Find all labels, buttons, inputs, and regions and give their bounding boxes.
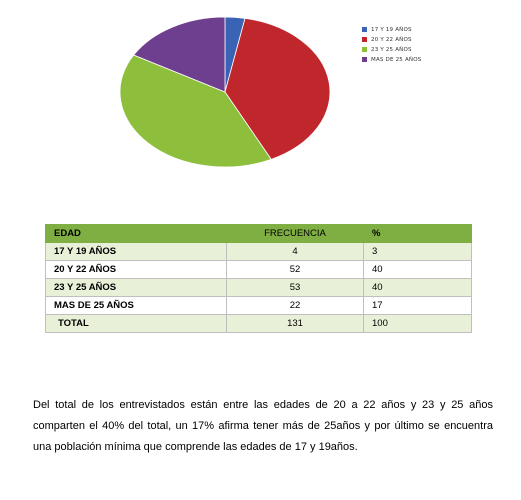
- cell-frecuencia: 53: [227, 279, 364, 297]
- cell-percent: 40: [364, 279, 472, 297]
- pie-chart: [0, 0, 521, 200]
- cell-percent: 3: [364, 243, 472, 261]
- legend-swatch: [362, 47, 367, 52]
- table-header-row: [46, 225, 472, 243]
- legend-item: [362, 45, 421, 54]
- cell-percent: 17: [364, 297, 472, 315]
- legend-label: 23 Y 25 AÑOS: [371, 46, 412, 53]
- table-row: [46, 243, 472, 261]
- header-percent: %: [364, 225, 472, 243]
- table-row: [46, 279, 472, 297]
- table-row: [46, 261, 472, 279]
- table-row: [46, 297, 472, 315]
- header-edad: EDAD: [46, 225, 227, 243]
- table-total-row: [46, 315, 472, 333]
- header-frecuencia: FRECUENCIA: [227, 225, 364, 243]
- cell-total-percent: 100: [364, 315, 472, 333]
- cell-edad: 17 Y 19 AÑOS: [46, 243, 227, 261]
- legend-item: [362, 55, 421, 64]
- cell-total-frecuencia: 131: [227, 315, 364, 333]
- cell-frecuencia: 4: [227, 243, 364, 261]
- legend-label: 17 Y 19 AÑOS: [371, 26, 412, 33]
- cell-frecuencia: 52: [227, 261, 364, 279]
- legend-item: [362, 25, 421, 34]
- cell-total-label: TOTAL: [46, 315, 227, 333]
- legend-swatch: [362, 27, 367, 32]
- legend-label: 20 Y 22 AÑOS: [371, 36, 412, 43]
- legend-swatch: [362, 57, 367, 62]
- frequency-table: [45, 224, 472, 333]
- cell-edad: 20 Y 22 AÑOS: [46, 261, 227, 279]
- cell-edad: MAS DE 25 AÑOS: [46, 297, 227, 315]
- cell-edad: 23 Y 25 AÑOS: [46, 279, 227, 297]
- cell-frecuencia: 22: [227, 297, 364, 315]
- cell-percent: 40: [364, 261, 472, 279]
- legend-swatch: [362, 37, 367, 42]
- legend-item: [362, 35, 421, 44]
- pie-chart-svg: [110, 10, 340, 180]
- legend-label: MAS DE 25 AÑOS: [371, 56, 422, 63]
- chart-legend: [362, 25, 421, 65]
- summary-paragraph: Del total de los entrevistados están entre las edades de 20 a 22 años y 23 y 25 años comparten el 40% del total, un 17% afirma tener más de 25años y por último se encuentra una población mínima que comprende las edades de 17 y 19años.: [33, 399, 493, 453]
